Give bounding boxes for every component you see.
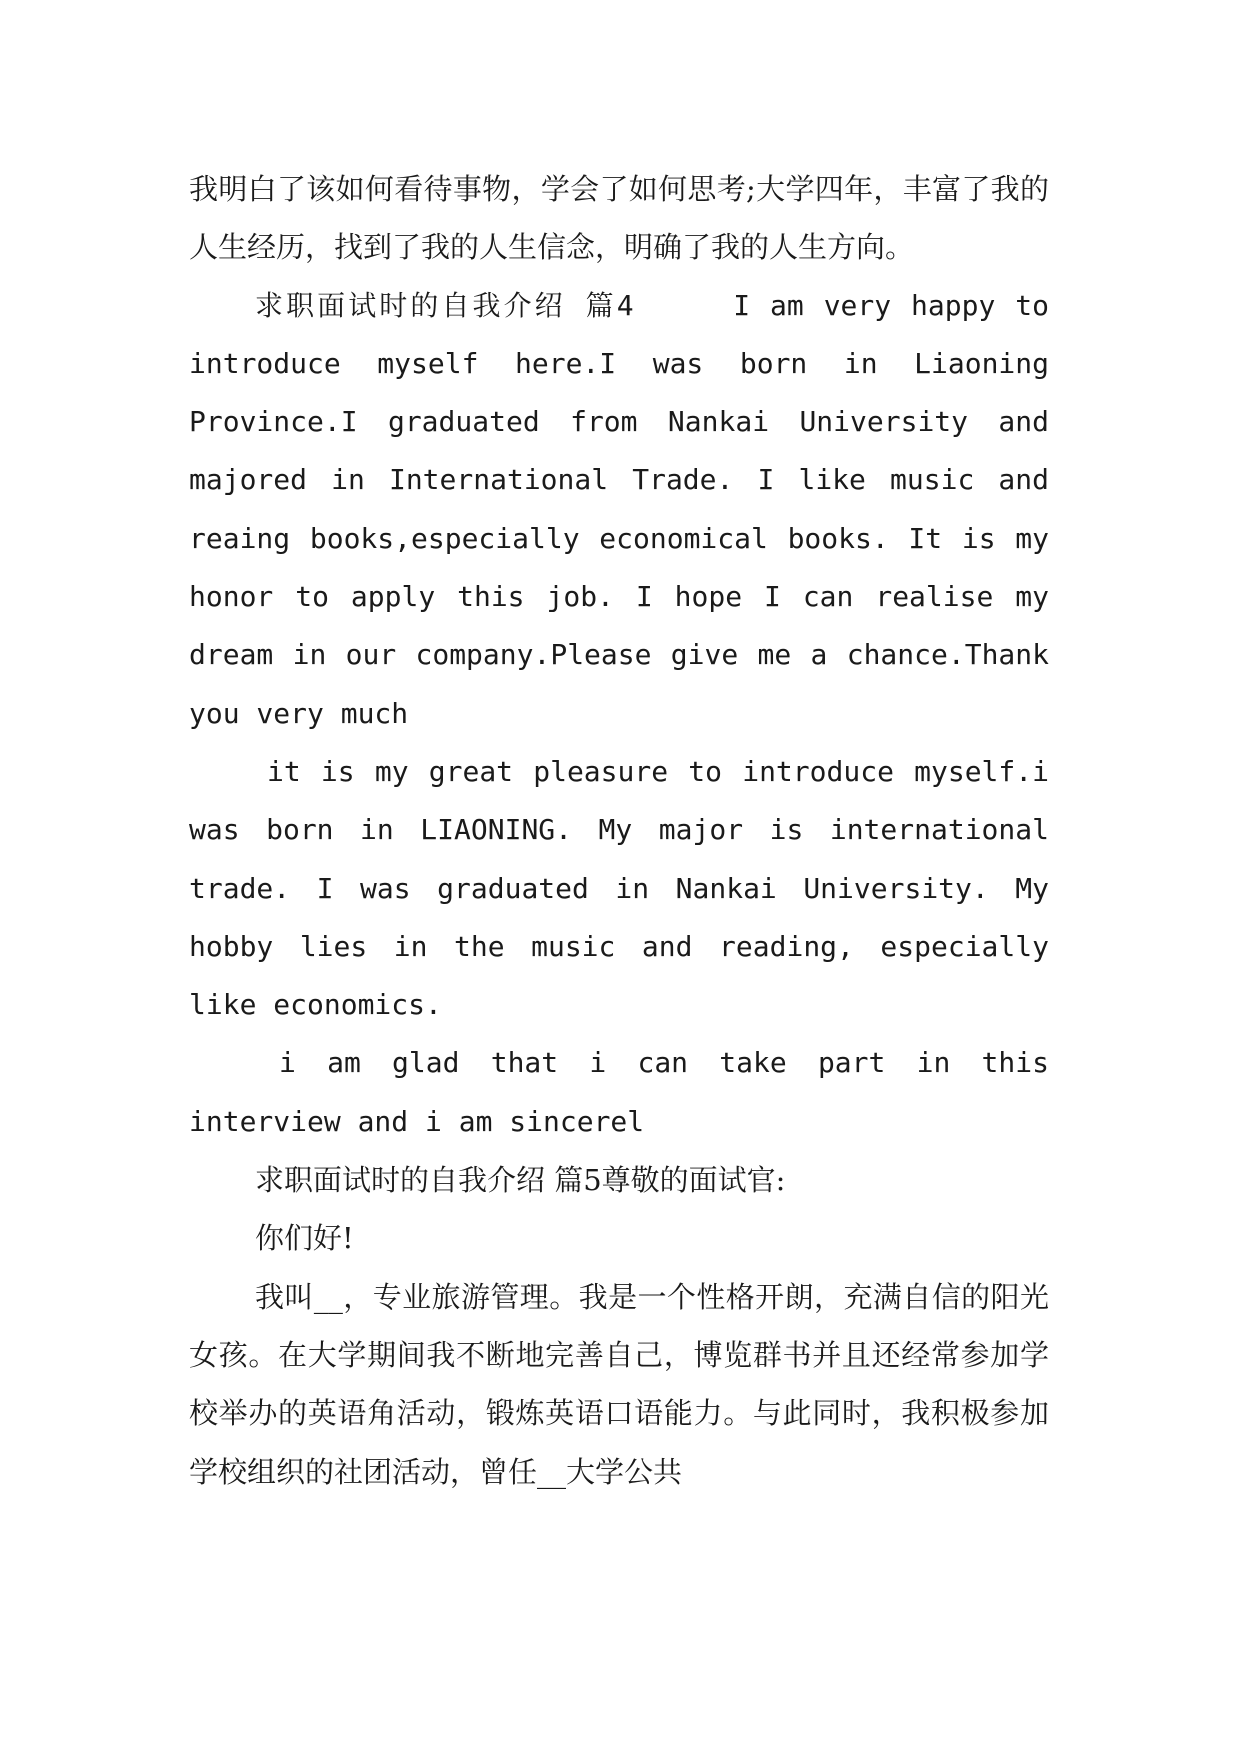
paragraph-2 <box>189 277 1049 743</box>
paragraph-1: 我明白了该如何看待事物，学会了如何思考;大学四年，丰富了我的人生经历，找到了我的人生信念，明确了我的人生方向。 <box>189 172 1049 265</box>
paragraph-3: it is my great pleasure to introduce myself.i was born in LIAONING. My major is international trade. I was graduated in Nankai University. My hobby lies in the music and reading, especially like economics. <box>189 754 1049 1022</box>
greeting: 你们好! <box>255 1221 354 1256</box>
paragraph-7: 我叫__，专业旅游管理。我是一个性格开朗，充满自信的阳光女孩。在大学期间我不断地完善自己，博览群书并且还经常参加学校举办的英语角活动，锻炼英语口语能力。与此同时，我积极参加学校组织的社团活动，曾任__大学公共 <box>189 1279 1049 1489</box>
document-page <box>189 160 1049 1501</box>
paragraph-2-body: I am very happy to introduce myself here.I was born in Liaoning Province.I graduated from Nankai University and majored in International Trade. I like music and reaing books,especially economical books. It is my honor to apply this job. I hope I can realise my dream in our company.Please give me a chance.Thank you very much <box>189 288 1049 730</box>
paragraph-4: i am glad that i can take part in this interview and i am sincerel <box>189 1046 1049 1138</box>
section-heading-5: 求职面试时的自我介绍 篇5尊敬的面试官: <box>255 1163 786 1198</box>
section-heading-4: 求职面试时的自我介绍 篇4 <box>255 288 634 322</box>
